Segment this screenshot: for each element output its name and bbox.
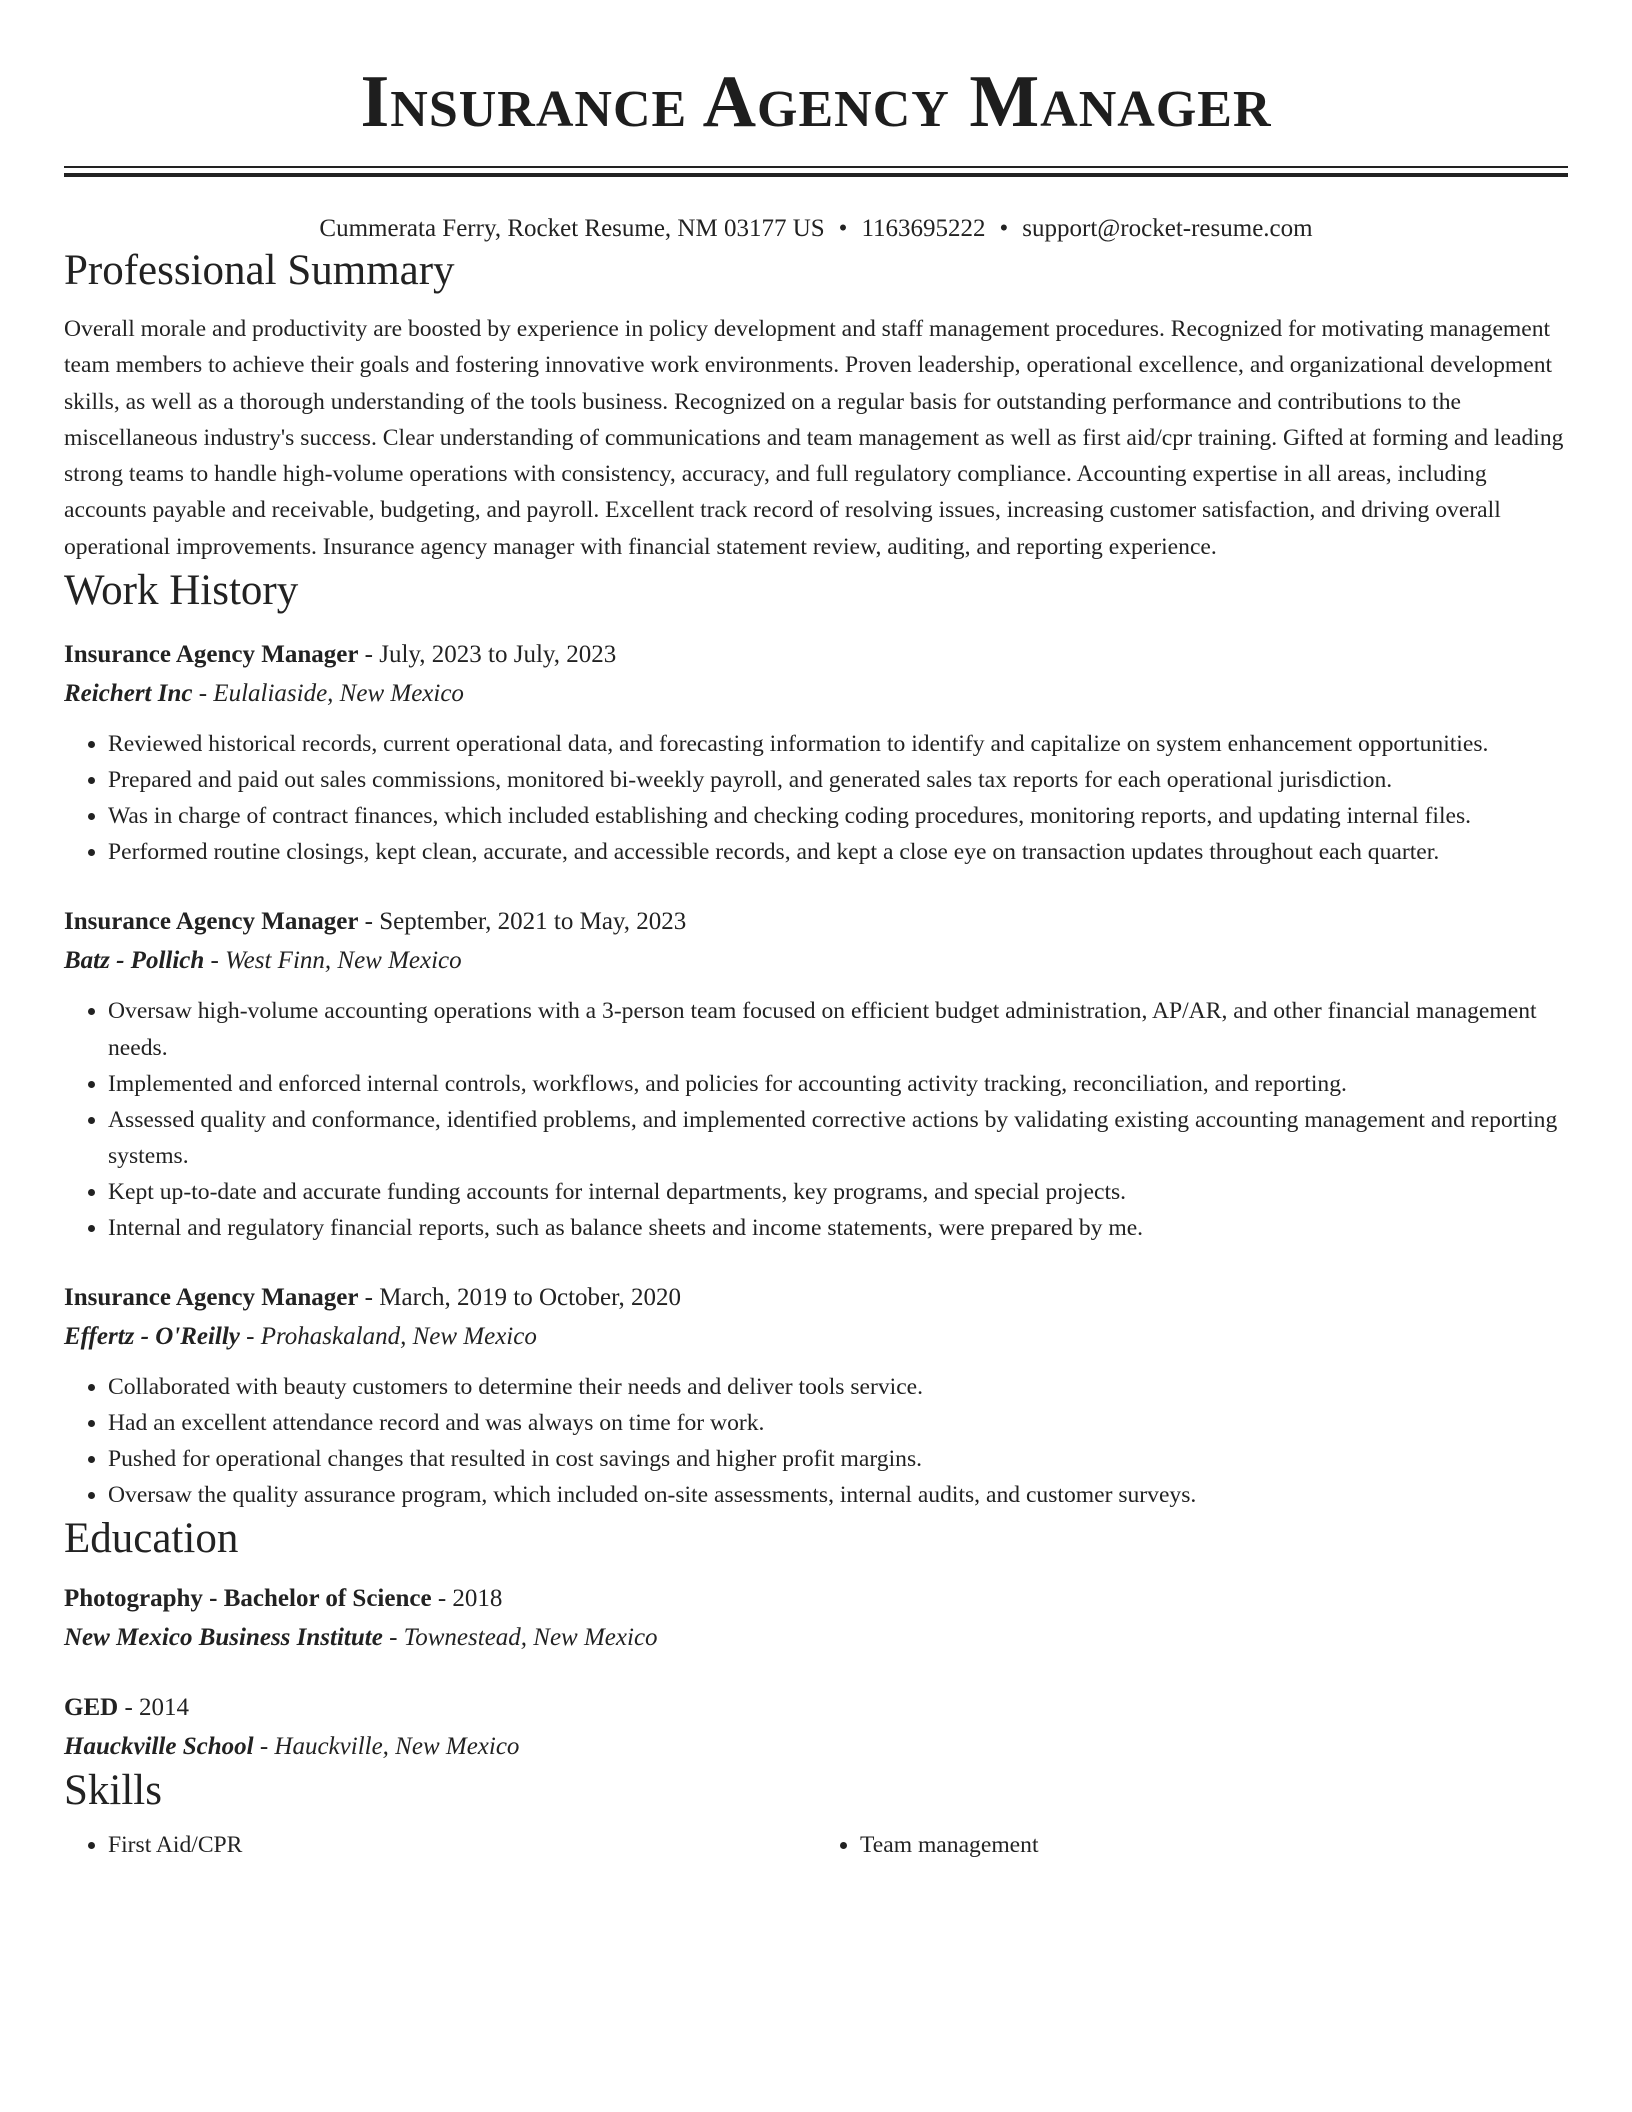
skills-column-left bbox=[64, 1827, 816, 1863]
job-entry bbox=[64, 904, 1568, 1246]
list-item: • Had an excellent attendance record and was always on time for work. bbox=[108, 1405, 1568, 1441]
degree-name: Photography - Bachelor of Science bbox=[64, 1585, 432, 1613]
list-item: • Was in charge of contract finances, which included establishing and checking coding procedures, monitoring reports, and updating internal files. bbox=[108, 798, 1568, 834]
job-company: Effertz - O'Reilly bbox=[64, 1323, 240, 1351]
list-item: • Performed routine closings, kept clean, accurate, and accessible records, and kept a close eye on transaction updates throughout each quarter. bbox=[108, 834, 1568, 870]
degree-line bbox=[64, 1690, 1568, 1726]
list-item: • Assessed quality and conformance, identified problems, and implemented corrective actions by validating existing accounting management and reporting systems. bbox=[108, 1102, 1568, 1174]
list-item: • Oversaw the quality assurance program, which included on-site assessments, internal audits, and customer surveys. bbox=[108, 1477, 1568, 1513]
job-role: Insurance Agency Manager bbox=[64, 1284, 359, 1312]
list-item: • Oversaw high-volume accounting operations with a 3-person team focused on efficient budget administration, AP/AR, and other financial management needs. bbox=[108, 993, 1568, 1065]
job-title-line bbox=[64, 1280, 1568, 1316]
job-bullets bbox=[64, 726, 1568, 870]
list-item: • Reviewed historical records, current operational data, and forecasting information to identify and capitalize on system enhancement opportunities. bbox=[108, 726, 1568, 762]
list-item: • Prepared and paid out sales commissions, monitored bi-weekly payroll, and generated sales tax reports for each operational jurisdiction. bbox=[108, 762, 1568, 798]
skill-item: • Team management bbox=[860, 1827, 1568, 1863]
contact-phone: 1163695222 bbox=[861, 215, 986, 242]
job-title-line bbox=[64, 904, 1568, 940]
job-company-line bbox=[64, 943, 1568, 979]
degree-year: - 2014 bbox=[118, 1694, 190, 1722]
list-item: • Kept up-to-date and accurate funding accounts for internal departments, key programs, and special projects. bbox=[108, 1174, 1568, 1210]
job-title-line bbox=[64, 637, 1568, 673]
school-line bbox=[64, 1729, 1568, 1765]
education-entry bbox=[64, 1690, 1568, 1765]
contact-line bbox=[64, 213, 1568, 245]
skills-heading: Skills bbox=[64, 1767, 162, 1815]
summary-text: Overall morale and productivity are boosted by experience in policy development and staff management procedures. Recognized for motivating management team members to achieve their goals and fostering innovative work environments. Proven leadership, operational excellence, and organizational development skills, as well as a thorough understanding of the tools business. Recognized on a regular basis for outstanding performance and contributions to the miscellaneous industry's success. Clear understanding of communications and team management as well as first aid/cpr training. Gifted at forming and leading strong teams to handle high-volume operations with consistency, accuracy, and full regulatory compliance. Accounting expertise in all areas, including accounts payable and receivable, budgeting, and payroll. Excellent track record of resolving issues, increasing customer satisfaction, and driving overall operational improvements. Insurance agency manager with financial statement review, auditing, and reporting experience. bbox=[64, 316, 1564, 560]
contact-email: support@rocket-resume.com bbox=[1022, 215, 1313, 242]
education-heading: Education bbox=[64, 1515, 239, 1563]
skills-column-right bbox=[816, 1827, 1568, 1863]
list-item: • Pushed for operational changes that resulted in cost savings and higher profit margins. bbox=[108, 1441, 1568, 1477]
school-location: - Hauckville, New Mexico bbox=[253, 1733, 520, 1761]
work-history-heading: Work History bbox=[64, 567, 299, 615]
school-name: Hauckville School bbox=[64, 1733, 254, 1761]
job-company: Reichert Inc bbox=[64, 680, 193, 708]
header-divider bbox=[64, 166, 1568, 177]
job-entry bbox=[64, 637, 1568, 870]
job-role: Insurance Agency Manager bbox=[64, 641, 359, 669]
skills-grid bbox=[64, 1827, 1568, 1863]
job-dates: - July, 2023 to July, 2023 bbox=[358, 641, 617, 669]
degree-line bbox=[64, 1581, 1568, 1617]
job-entry bbox=[64, 1280, 1568, 1513]
job-location: - Prohaskaland, New Mexico bbox=[239, 1323, 537, 1351]
job-company-line bbox=[64, 1319, 1568, 1355]
list-item: • Collaborated with beauty customers to determine their needs and deliver tools service. bbox=[108, 1369, 1568, 1405]
contact-separator: • bbox=[999, 215, 1009, 242]
contact-address: Cummerata Ferry, Rocket Resume, NM 03177 US bbox=[319, 215, 825, 242]
job-company: Batz - Pollich bbox=[64, 947, 205, 975]
skill-item: • First Aid/CPR bbox=[108, 1827, 816, 1863]
job-bullets bbox=[64, 1369, 1568, 1513]
school-location: - Townestead, New Mexico bbox=[382, 1624, 658, 1652]
education-entry bbox=[64, 1581, 1568, 1656]
degree-year: - 2018 bbox=[431, 1585, 503, 1613]
school-line bbox=[64, 1620, 1568, 1656]
degree-name: GED bbox=[64, 1694, 119, 1722]
job-company-line bbox=[64, 676, 1568, 712]
contact-separator: • bbox=[838, 215, 848, 242]
job-bullets bbox=[64, 993, 1568, 1246]
list-item: • Implemented and enforced internal controls, workflows, and policies for accounting activity tracking, reconciliation, and reporting. bbox=[108, 1066, 1568, 1102]
job-role: Insurance Agency Manager bbox=[64, 908, 359, 936]
school-name: New Mexico Business Institute bbox=[64, 1624, 383, 1652]
candidate-name: Insurance Agency Manager bbox=[360, 61, 1272, 143]
summary-heading: Professional Summary bbox=[64, 247, 455, 294]
job-location: - West Finn, New Mexico bbox=[204, 947, 462, 975]
job-location: - Eulaliaside, New Mexico bbox=[192, 680, 464, 708]
job-dates: - September, 2021 to May, 2023 bbox=[358, 908, 687, 936]
job-dates: - March, 2019 to October, 2020 bbox=[358, 1284, 681, 1312]
list-item: • Internal and regulatory financial reports, such as balance sheets and income statements, were prepared by me. bbox=[108, 1210, 1568, 1246]
